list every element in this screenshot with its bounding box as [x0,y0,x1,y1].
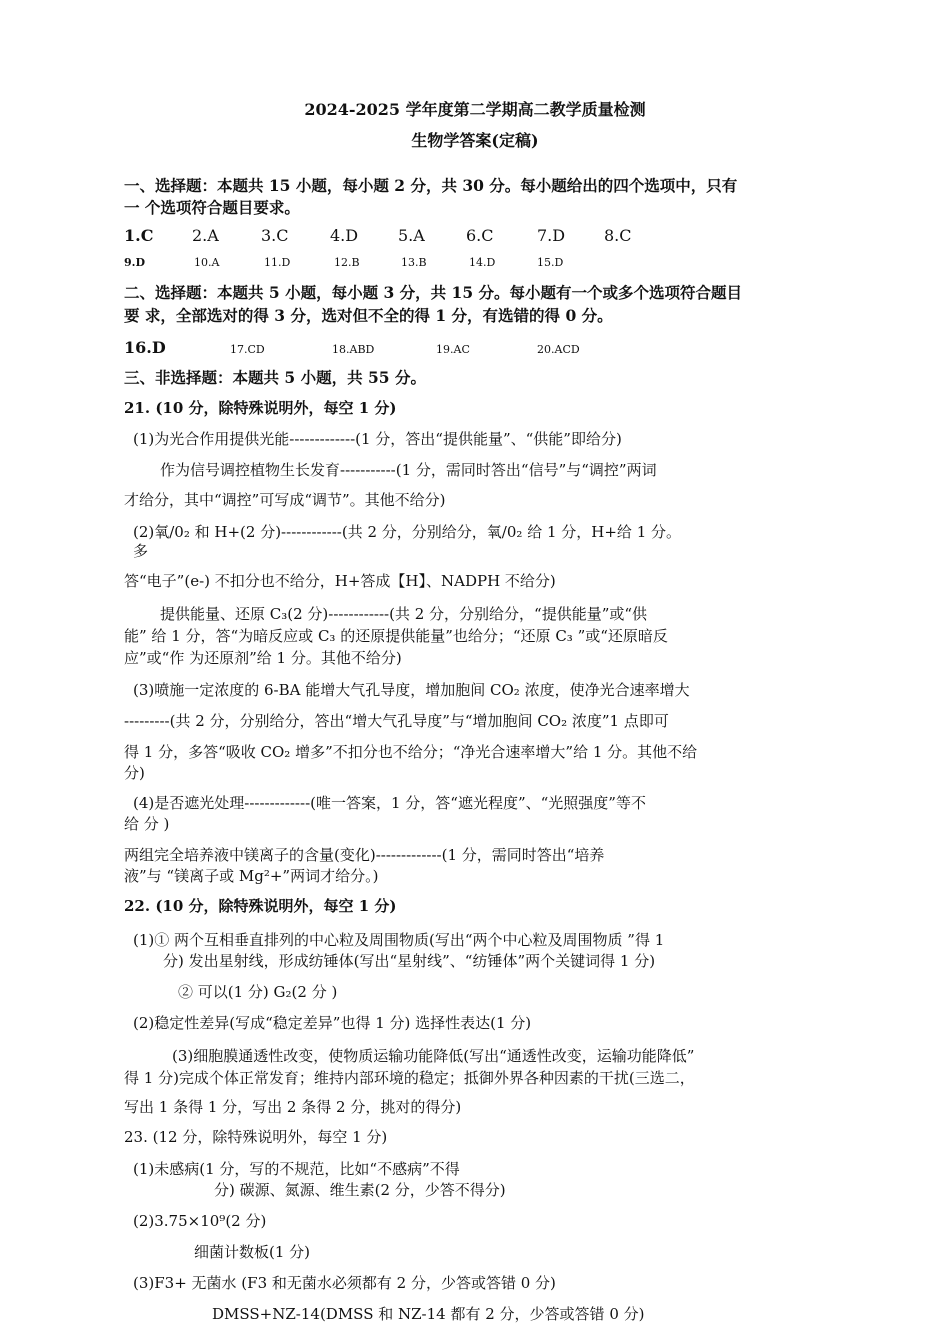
answer-item: 20.ACD [537,343,580,356]
q21-line: (2)氧/0₂ 和 H+(2 分)------------(共 2 分，分别给分，氧/0₂ 给 1 分，H+给 1 分。 [133,523,681,541]
q21-line: 液”与 “镁离子或 Mg²+”两词才给分。) [124,867,379,885]
q22-title: 22. (10 分，除特殊说明外，每空 1 分) [124,897,397,915]
answer-item: 3.C [261,226,289,245]
answer-item: 7.D [537,226,566,245]
q22-line: 得 1 分)完成个体正常发育；维持内部环境的稳定；抵御外界各种因素的干扰(三选二， [124,1069,695,1087]
answer-item: 15.D [537,256,564,269]
q22-line: 分) 发出星射线，形成纺锤体(写出“星射线”、“纺锤体”两个关键词得 1 分) [163,952,656,970]
q21-line: (3)喷施一定浓度的 6-BA 能增大气孔导度，增加胞间 CO₂ 浓度，使净光合速率增大 [133,681,690,699]
q22-line: (2)稳定性差异(写成“稳定差异”也得 1 分) 选择性表达(1 分) [133,1014,532,1032]
q21-line: ---------(共 2 分，分别给分，答出“增大气孔导度”与“增加胞间 CO₂ 浓度”1 点即可 [124,712,669,730]
answer-item: 9.D [124,256,146,269]
section2-heading-line1: 二、选择题：本题共 5 小题，每小题 3 分，共 15 分。每小题有一个或多个选项符合题目 [124,283,743,302]
answer-item: 6.C [466,226,494,245]
answer-item: 1.C [124,226,154,245]
q22-line: (3)细胞膜通透性改变，使物质运输功能降低(写出“通透性改变，运输功能降低” [172,1047,695,1065]
q21-line: 得 1 分，多答“吸收 CO₂ 增多”不扣分也不给分；“净光合速率增大”给 1 分。其他不给 [124,743,698,761]
answer-item: 11.D [264,256,291,269]
q21-line: (1)为光合作用提供光能-------------(1 分，答出“提供能量”、“供能”即给分) [133,430,622,448]
q21-line: 才给分，其中“调控”可写成“调节”。其他不给分) [124,491,446,509]
answer-item: 8.C [604,226,632,245]
q21-line: 多 [133,542,149,560]
answer-item: 13.B [401,256,427,269]
answer-item: 16.D [124,338,166,357]
q21-title: 21. (10 分，除特殊说明外，每空 1 分) [124,399,397,417]
q22-line: (1)① 两个互相垂直排列的中心粒及周围物质(写出“两个中心粒及周围物质 ”得 1 [133,931,665,949]
section2-heading-line2: 要 求，全部选对的得 3 分，选对但不全的得 1 分，有选错的得 0 分。 [124,306,613,325]
q21-line: 能” 给 1 分，答“为暗反应或 C₃ 的还原提供能量”也给分；“还原 C₃ ”或“还原暗反 [124,627,668,645]
q21-line: 应”或“作 为还原剂”给 1 分。其他不给分) [124,649,402,667]
answer-item: 19.AC [436,343,470,356]
answer-item: 2.A [192,226,219,245]
answer-item: 18.ABD [332,343,375,356]
section3-heading: 三、非选择题：本题共 5 小题，共 55 分。 [124,368,426,387]
q21-line: 答“电子”(e-) 不扣分也不给分，H+答成【H】、NADPH 不给分) [124,572,556,590]
q23-line: (2)3.75×10⁹(2 分) [133,1212,267,1230]
doc-title: 2024-2025 学年度第二学期高二教学质量检测 [304,100,646,119]
q21-line: 给 分 ) [124,815,170,833]
section1-heading-line2: 一 个选项符合题目要求。 [124,198,300,217]
q23-line: 分) 碳源、氮源、维生素(2 分，少答不得分) [214,1181,506,1199]
q21-line: (4)是否遮光处理-------------(唯一答案，1 分，答“遮光程度”、“光照强度”等不 [133,794,646,812]
q23-line: (3)F3+ 无菌水 (F3 和无菌水必须都有 2 分，少答或答错 0 分) [133,1274,556,1292]
q21-line: 作为信号调控植物生长发育-----------(1 分，需同时答出“信号”与“调控”两词 [160,461,657,479]
q23-line: (1)未感病(1 分，写的不规范，比如“不感病”不得 [133,1160,460,1178]
q23-line: DMSS+NZ-14(DMSS 和 NZ-14 都有 2 分，少答或答错 0 分) [212,1305,645,1323]
answer-item: 4.D [330,226,359,245]
answer-item: 12.B [334,256,360,269]
answer-item: 10.A [194,256,220,269]
doc-subtitle: 生物学答案(定稿) [411,131,539,150]
answer-item: 17.CD [230,343,265,356]
q22-line: ② 可以(1 分) G₂(2 分 ) [178,983,338,1001]
q23-line: 细菌计数板(1 分) [194,1243,311,1261]
answer-item: 14.D [469,256,496,269]
q21-line: 两组完全培养液中镁离子的含量(变化)-------------(1 分，需同时答出“培养 [124,846,605,864]
section1-heading-line1: 一、选择题：本题共 15 小题，每小题 2 分，共 30 分。每小题给出的四个选项中，只有 [124,176,738,195]
q22-line: 写出 1 条得 1 分，写出 2 条得 2 分，挑对的得分) [124,1098,462,1116]
q21-line: 提供能量、还原 C₃(2 分)------------(共 2 分，分别给分，“提供能量”或“供 [160,605,648,623]
q21-line: 分) [124,764,145,782]
answer-item: 5.A [398,226,425,245]
q23-title: 23. (12 分，除特殊说明外，每空 1 分) [124,1128,388,1146]
